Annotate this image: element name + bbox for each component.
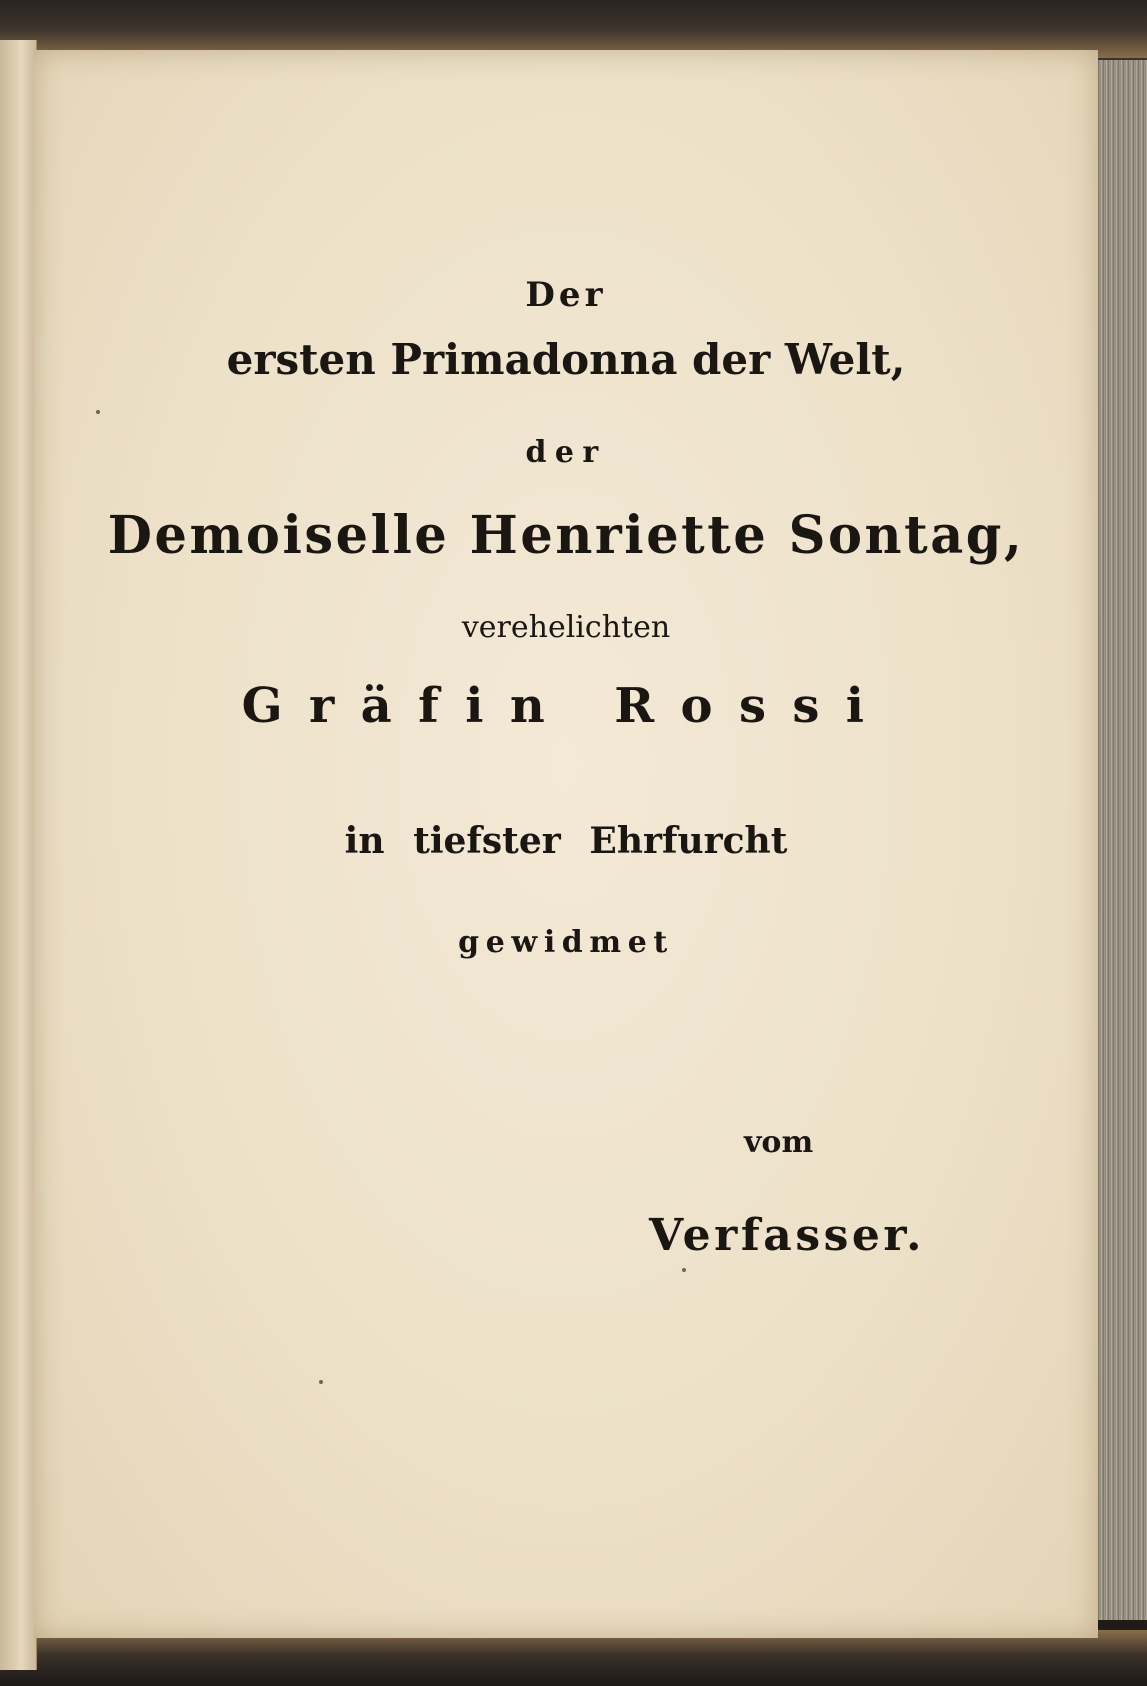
dedication-line-vom: vom	[744, 1125, 814, 1160]
paper-speck	[96, 410, 100, 414]
dedication-line-ehrfurcht: in tiefster Ehrfurcht	[344, 820, 788, 862]
dedication-line-verfasser: Verfasser.	[649, 1210, 925, 1261]
paper-speck	[682, 1268, 686, 1272]
dedication-line-primadonna: ersten Primadonna der Welt,	[226, 335, 906, 384]
dedication-line-gewidmet: gewidmet	[458, 925, 674, 960]
dedication-line-verehelichten: verehelichten	[461, 610, 671, 645]
left-page-edge	[0, 40, 37, 1670]
dedication-line-der: Der	[525, 275, 607, 315]
book-page	[34, 50, 1098, 1638]
dedication-line-name: Demoiselle Henriette Sontag,	[107, 505, 1025, 566]
paper-speck	[319, 1380, 323, 1384]
page-stack-edge	[1095, 60, 1147, 1620]
binding-bottom	[0, 1630, 1147, 1686]
dedication-line-graefin: Gräfin Rossi	[241, 678, 891, 734]
dedication-line-der-2: der	[525, 435, 607, 470]
